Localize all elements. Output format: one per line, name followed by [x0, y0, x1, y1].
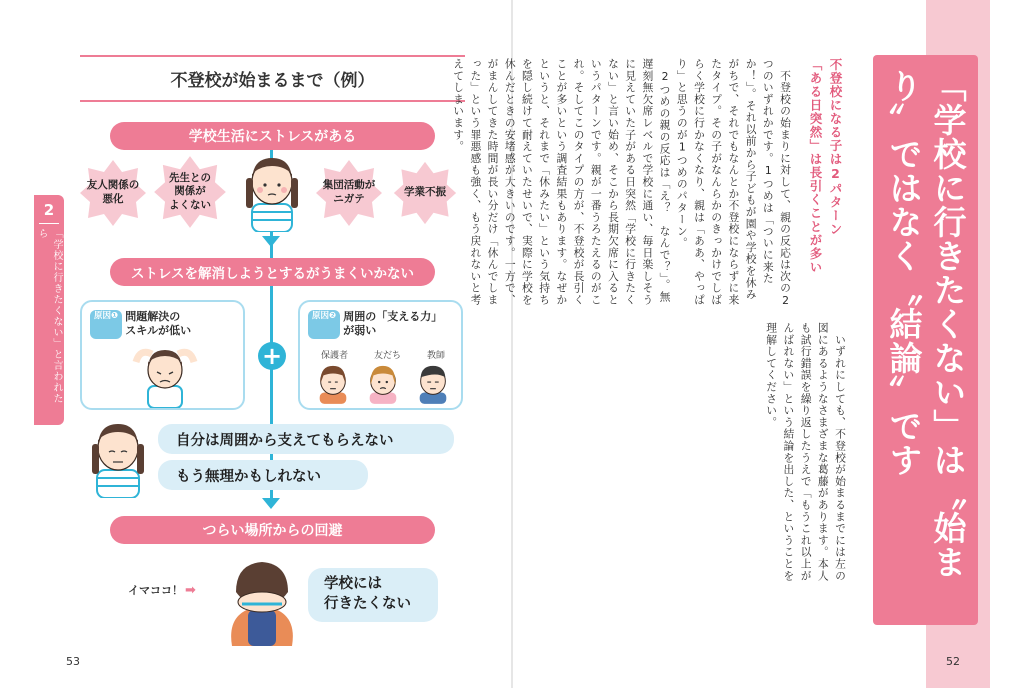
plus-icon: + — [258, 342, 286, 370]
supporter-label-teacher: 教師 — [426, 351, 445, 361]
side-chapter-number: 2 — [43, 201, 55, 219]
arrow-down-2 — [262, 498, 280, 509]
friend-face-icon — [364, 362, 402, 404]
supporter-label-friend: 友だち — [373, 351, 401, 361]
cause-1-text: 問題解決の スキルが低い — [125, 310, 192, 338]
cause-2-header — [308, 310, 442, 339]
sad-girl-illustration — [85, 418, 151, 498]
thought-cannot-continue: もう無理かもしれない — [158, 460, 368, 490]
diagram-title-rule-bottom — [80, 100, 465, 102]
thought-dont-want-school: 学校には 行きたくない — [308, 568, 438, 622]
diagram-title: 不登校が始まるまで（例） — [170, 71, 375, 91]
arrow-down-1 — [262, 236, 280, 247]
supporter-labels — [308, 348, 458, 361]
subheading-line-2: 「ある日突然」は長引くことが多い — [808, 58, 823, 274]
body-column-1 — [452, 58, 794, 308]
body-column-2 — [555, 322, 849, 588]
stressor-label: 友人関係の 悪化 — [86, 179, 140, 205]
head-holding-girl-illustration — [130, 342, 200, 412]
body-paragraph-3: いずれにしても、不登校が始まるまでには左の図にあるようなさまざまな葛藤があります。本人も試行錯誤を繰り返したうえで「もうこれ以上がんばれない」という結論を出した、ということを理解してください。 — [765, 322, 847, 582]
step-stress-relief-fails: ストレスを解消しようとするがうまくいかない — [110, 258, 435, 286]
diagram-title-rule-top — [80, 55, 465, 57]
stressor-group — [312, 158, 386, 228]
supporter-label-parent: 保護者 — [320, 351, 348, 361]
crouching-girl-illustration — [218, 550, 306, 650]
page-number-right: 52 — [946, 655, 960, 668]
teacher-face-icon — [414, 362, 452, 404]
cause-1-header — [90, 310, 191, 339]
stressor-teacher — [152, 154, 228, 230]
stressor-friends — [78, 158, 148, 228]
side-chapter-divider — [39, 223, 59, 224]
subheading-line-1: 不登校になる子は2パターン — [828, 58, 843, 236]
step-avoidance: つらい場所からの回避 — [110, 516, 435, 544]
stressor-label: 集団活動が ニガテ — [322, 179, 376, 205]
headline-panel — [873, 55, 978, 625]
cause-2-text: 周囲の「支える力」 が弱い — [343, 310, 443, 338]
imakoko-text: イマココ！ — [128, 584, 183, 597]
supporter-faces — [308, 362, 458, 404]
stressor-label: 先生との 関係が よくない — [169, 171, 211, 211]
cause-2-tag: 原因❷ — [308, 310, 340, 339]
side-chapter-tab — [34, 195, 64, 425]
headline: 「学校に行きたくない」は〝始まり〟ではなく〝結論〟です — [884, 69, 968, 579]
cause-box-2 — [298, 300, 463, 410]
imakoko-label — [128, 582, 196, 598]
cause-1-tag: 原因❶ — [90, 310, 122, 339]
body-paragraph-1: 不登校の始まりに対して、親の反応は次の2つのいずれかです。1つめは「ついに来たか！」。それ以前から子どもが園や学校を休みがちで、それでもなんとか不登校にならずに来たタイプ。その子がなんらかのきっかけでしばらく学校に行かなくなり、親は「ああ、やっぱり」と思うのが1つめのパターン。 — [675, 58, 792, 308]
thought-unsupported: 自分は周囲から支えてもらえない — [158, 424, 454, 454]
body-paragraph-2: 2つめの親の反応は「え？ なんで？」。無遅刻無欠席レベルで学校に通い、毎日楽しそうに見えていた子がある日突然「学校に行きたくない」と言い始め、そこから長期欠席に入るというパターンです。親が一番うろたえるのがこれ。そしてこのタイプの方が、不登校が長引くことが多いという調査結果もあります。なぜかというと、それまで「休みたい」という気持ちを隠し続けて耐えていたせいで、実際に学校を休んだときの安堵感が大きいのです。一方で、がまんしてきた時間が長い分だけ「休んでしまった」という罪悪感も強く、もう戻れないと考えてしまいます。 — [452, 58, 672, 306]
step-school-stress: 学校生活にストレスがある — [110, 122, 435, 150]
side-chapter-title: 「学校に行きたくない」と言われたら — [36, 228, 62, 404]
stressor-label: 学業不振 — [404, 186, 446, 199]
arrow-right-icon: ➡ — [185, 582, 196, 598]
page-number-left: 53 — [66, 655, 80, 668]
parent-face-icon — [314, 362, 352, 404]
cause-box-1 — [80, 300, 245, 410]
girl-illustration — [238, 152, 306, 232]
